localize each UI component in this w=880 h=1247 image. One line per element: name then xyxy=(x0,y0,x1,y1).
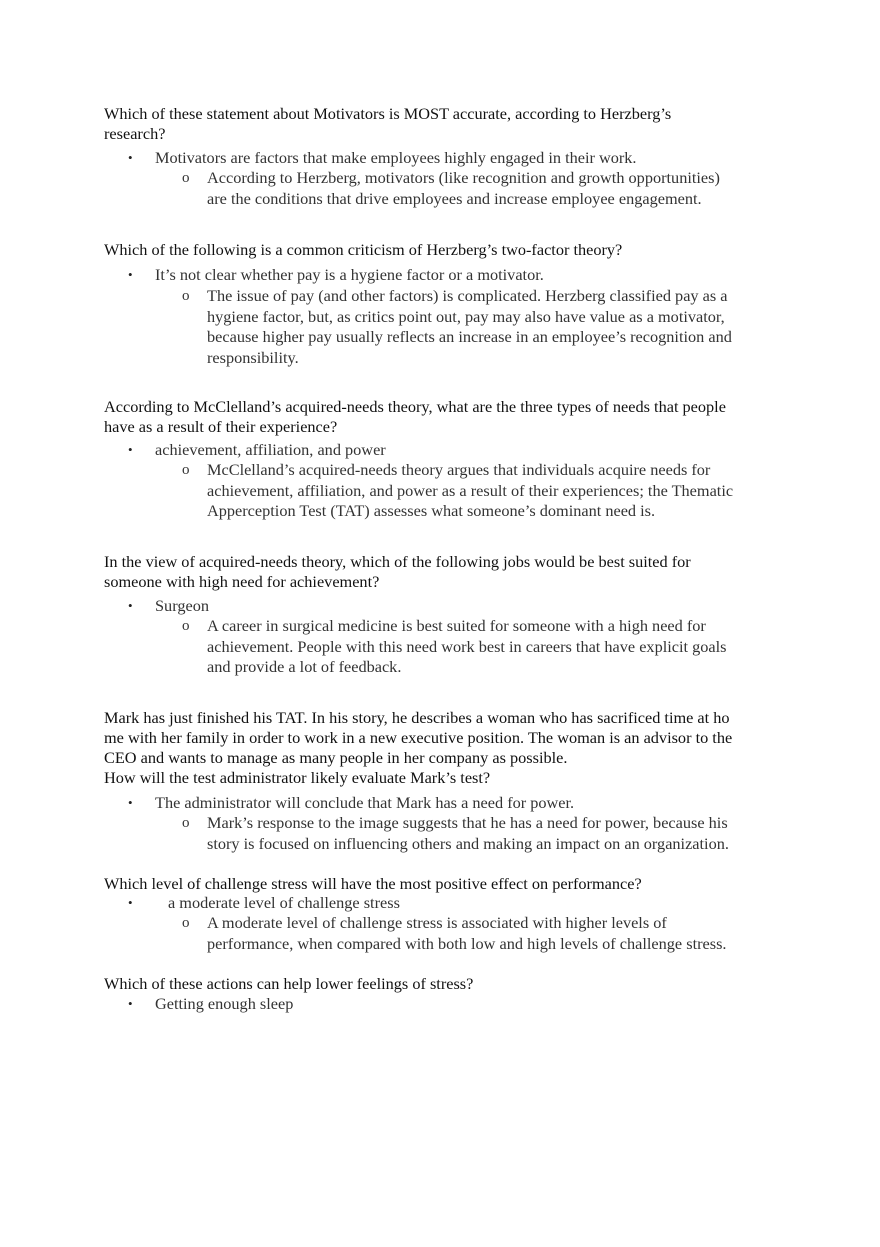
answer-item xyxy=(104,265,784,285)
question-line: me with her family in order to work in a new executive position. The woman is an advisor to the xyxy=(104,728,733,747)
explanation-line: According to Herzberg, motivators (like recognition and growth opportunities) xyxy=(207,168,720,187)
explanation-item xyxy=(104,460,784,522)
explanation-line: responsibility. xyxy=(207,347,299,367)
qa-item-7 xyxy=(104,974,784,1014)
explanation-line: hygiene factor, but, as critics point out, pay may also have value as a motivator, xyxy=(207,306,725,326)
answer-item xyxy=(104,440,784,460)
explanation-line: achievement. People with this need work best in careers that have explicit goals xyxy=(207,636,727,656)
question-line: CEO and wants to manage as many people in her company as possible. xyxy=(104,748,568,767)
question-text xyxy=(104,397,784,437)
question-text xyxy=(104,974,784,994)
answer-text: It’s not clear whether pay is a hygiene factor or a motivator. xyxy=(155,265,544,284)
explanation-item xyxy=(104,813,784,854)
qa-item-6 xyxy=(104,874,784,954)
sub-bullet-icon: o xyxy=(182,170,190,186)
explanation-item xyxy=(104,616,784,678)
question-line: Which of the following is a common criticism of Herzberg’s two-factor theory? xyxy=(104,240,623,259)
question-text xyxy=(104,104,784,144)
bullet-icon: • xyxy=(128,795,133,810)
explanation-item xyxy=(104,168,784,209)
question-line: According to McClelland’s acquired-needs theory, what are the three types of needs that people xyxy=(104,397,726,416)
qa-item-5 xyxy=(104,708,784,854)
answer-item xyxy=(104,893,784,913)
question-line: Mark has just finished his TAT. In his story, he describes a woman who has sacrificed time at ho xyxy=(104,708,730,727)
explanation-line: A moderate level of challenge stress is associated with higher levels of xyxy=(207,913,667,932)
explanation-line: achievement, affiliation, and power as a result of their experiences; the Thematic xyxy=(207,480,734,500)
question-line: have as a result of their experience? xyxy=(104,417,338,436)
question-text xyxy=(104,708,784,788)
qa-item-1 xyxy=(104,104,784,209)
question-line: Which of these statement about Motivators is MOST accurate, according to Herzberg’s xyxy=(104,104,672,123)
question-line: someone with high need for achievement? xyxy=(104,572,380,591)
bullet-icon: • xyxy=(128,442,133,457)
answer-text: Getting enough sleep xyxy=(155,994,294,1013)
explanation-line: are the conditions that drive employees and increase employee engagement. xyxy=(207,188,702,208)
bullet-icon: • xyxy=(128,267,133,282)
bullet-icon: • xyxy=(128,598,133,613)
explanation-line: performance, when compared with both low and high levels of challenge stress. xyxy=(207,933,727,953)
explanation-line: story is focused on influencing others and making an impact on an organization. xyxy=(207,833,729,853)
sub-bullet-icon: o xyxy=(182,462,190,478)
qa-item-3 xyxy=(104,397,784,522)
question-line: Which of these actions can help lower feelings of stress? xyxy=(104,974,474,993)
answer-text: achievement, affiliation, and power xyxy=(155,440,386,459)
answer-text: Motivators are factors that make employees highly engaged in their work. xyxy=(155,148,637,167)
question-line: research? xyxy=(104,124,166,143)
answer-item xyxy=(104,148,784,168)
answer-text: Surgeon xyxy=(155,596,209,615)
explanation-item xyxy=(104,913,784,954)
explanation-line: Mark’s response to the image suggests that he has a need for power, because his xyxy=(207,813,728,832)
question-text xyxy=(104,874,784,894)
explanation-line: A career in surgical medicine is best suited for someone with a high need for xyxy=(207,616,706,635)
question-line: How will the test administrator likely evaluate Mark’s test? xyxy=(104,768,491,787)
explanation-line: Apperception Test (TAT) assesses what someone’s dominant need is. xyxy=(207,501,656,520)
bullet-icon: • xyxy=(128,150,133,165)
qa-item-4 xyxy=(104,552,784,678)
sub-bullet-icon: o xyxy=(182,618,190,634)
explanation-line: because higher pay usually reflects an increase in an employee’s recognition and xyxy=(207,327,732,346)
question-text xyxy=(104,552,784,592)
sub-bullet-icon: o xyxy=(182,288,190,304)
sub-bullet-icon: o xyxy=(182,915,190,931)
sub-bullet-icon: o xyxy=(182,815,190,831)
question-line: In the view of acquired-needs theory, which of the following jobs would be best suited for xyxy=(104,552,691,571)
explanation-line: McClelland’s acquired-needs theory argues that individuals acquire needs for xyxy=(207,460,711,479)
answer-text: The administrator will conclude that Mark has a need for power. xyxy=(155,793,575,812)
answer-text: a moderate level of challenge stress xyxy=(168,893,400,912)
question-line: Which level of challenge stress will have the most positive effect on performance? xyxy=(104,874,642,893)
answer-item xyxy=(104,994,784,1014)
qa-item-2 xyxy=(104,240,784,368)
bullet-icon: • xyxy=(128,996,133,1011)
question-text xyxy=(104,240,784,260)
explanation-line: and provide a lot of feedback. xyxy=(207,657,402,676)
answer-item xyxy=(104,793,784,813)
explanation-line: The issue of pay (and other factors) is complicated. Herzberg classified pay as a xyxy=(207,286,728,305)
bullet-icon: • xyxy=(128,895,133,910)
explanation-item xyxy=(104,286,784,368)
answer-item xyxy=(104,596,784,616)
